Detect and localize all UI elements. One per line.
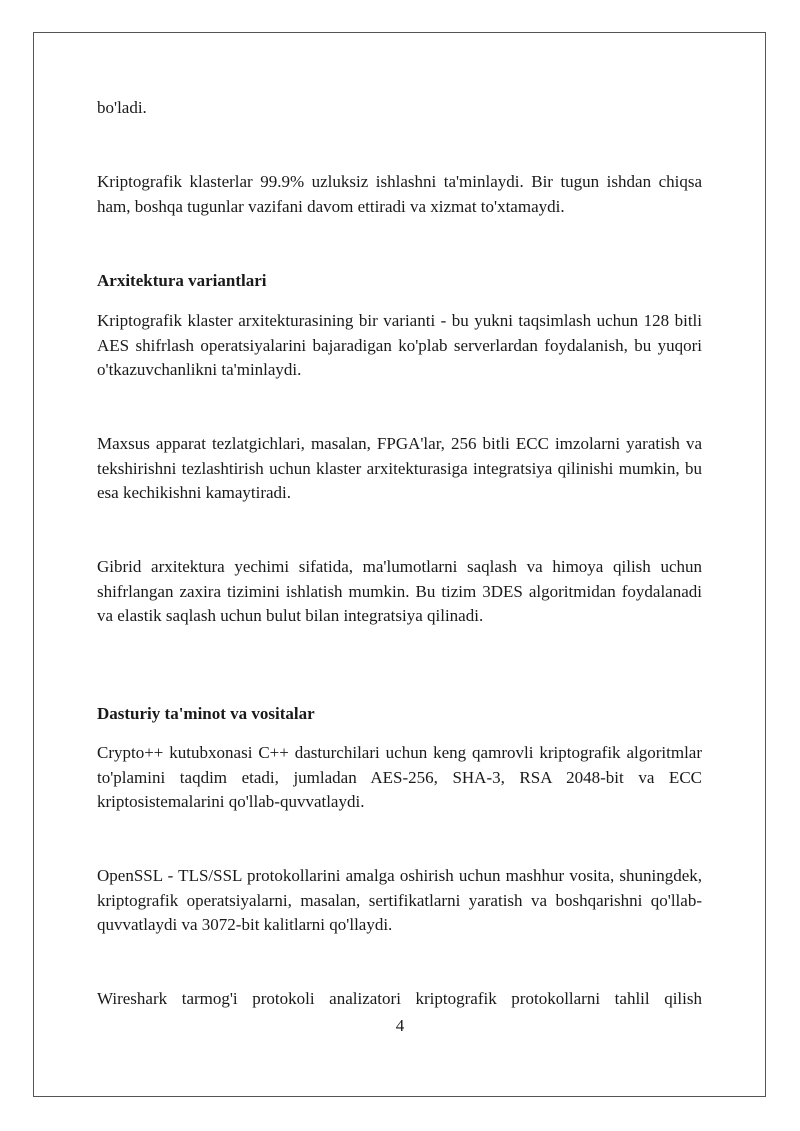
paragraph-cryptopp: Crypto++ kutubxonasi C++ dasturchilari uchun keng qamrovli kriptografik algoritmlar to'plamini taqdim etadi, jumladan AES-256, SHA-3, RSA 2048-bit va ECC kriptosistemalarini qo'llab-quvvatlaydi. — [97, 743, 702, 811]
paragraph-fpga-accelerators: Maxsus apparat tezlatgichlari, masalan, FPGA'lar, 256 bitli ECC imzolarni yaratish va tekshirishni tezlashtirish uchun klaster arxitekturasiga integratsiya qilinishi mumkin, bu esa kechikishni kamaytiradi. — [97, 434, 702, 502]
paragraph-cluster-availability: Kriptografik klasterlar 99.9% uzluksiz ishlashni ta'minlaydi. Bir tugun ishdan chiqsa ham, boshqa tugunlar vazifani davom ettiradi va xizmat to'xtamaydi. — [97, 172, 702, 216]
paragraph-aes-servers: Kriptografik klaster arxitekturasining bir varianti - bu yukni taqsimlash uchun 128 bitli AES shifrlash operatsiyalarini bajaradigan ko'plab serverlardan foydalanish, bu yuqori o'tkazuvchanlikni ta'minlaydi. — [97, 311, 702, 379]
heading-software-tools: Dasturiy ta'minot va vositalar — [97, 704, 315, 723]
paragraph-wireshark: Wireshark tarmog'i protokoli analizatori kriptografik protokollarni tahlil qilish — [97, 989, 702, 1008]
paragraph-hybrid-architecture: Gibrid arxitektura yechimi sifatida, ma'lumotlarni saqlash va himoya qilish uchun shifrlangan zaxira tizimini ishlatish mumkin. Bu tizim 3DES algoritmidan foydalanadi va elastik saqlash uchun bulut bilan integratsiya qilinadi. — [97, 557, 702, 625]
heading-architecture-variants: Arxitektura variantlari — [97, 271, 267, 290]
paragraph-openssl: OpenSSL - TLS/SSL protokollarini amalga oshirish uchun mashhur vosita, shuningdek, kriptografik operatsiyalarni, masalan, sertifikatlarni yaratish va boshqarishni qo'llab-quvvatlaydi va 3072-bit kalitlarni qo'llaydi. — [97, 866, 702, 934]
page-number: 4 — [395, 1016, 405, 1035]
paragraph-continuation: bo'ladi. — [97, 98, 147, 117]
